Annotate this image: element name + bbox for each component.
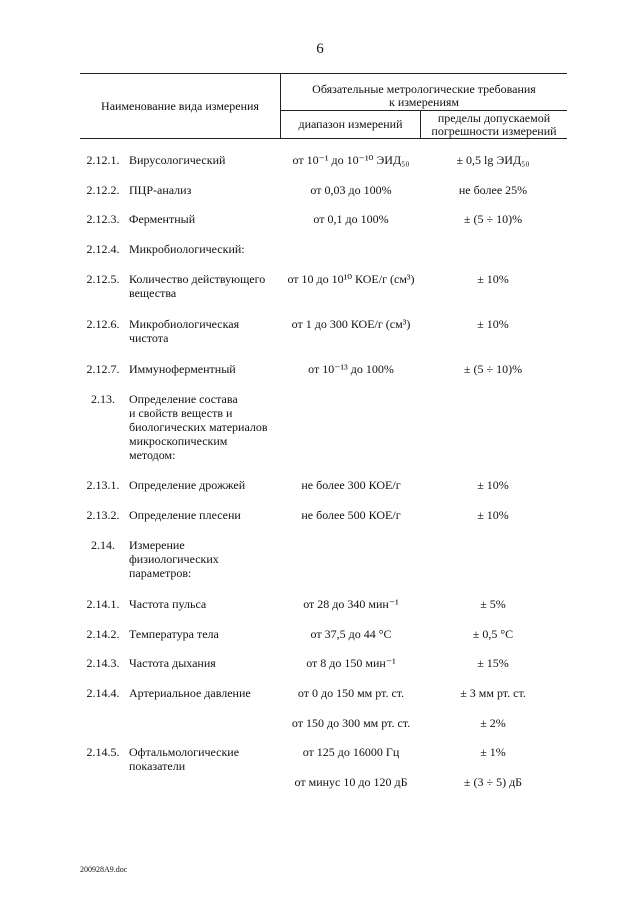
row-name: Частота дыхания [129,656,216,670]
page-number: 6 [316,41,324,57]
row-name: показатели [129,759,186,773]
row-number: 2.12.2. [86,183,120,197]
header-req-line2: к измерениям [388,95,460,109]
row-number: 2.14.5. [86,745,120,759]
row-range: не более 300 КОЕ/г [301,478,401,492]
row-error: ± 10% [477,508,509,522]
row-name: Частота пульса [129,597,207,611]
row-range: от 0 до 150 мм рт. ст. [297,686,405,700]
row-error: ± 2% [480,716,506,730]
row-name: ПЦР-анализ [129,183,192,197]
row-name: Определение плесени [129,508,241,522]
row-error: не более 25% [458,183,528,197]
row-range: от 1 до 300 КОЕ/г (см³) [291,317,411,331]
row-number: 2.13.2. [86,508,120,522]
row-number: 2.13.1. [86,478,120,492]
row-name: физиологических [129,552,219,566]
row-number: 2.14.3. [86,656,120,670]
row-name: биологических материалов [129,420,268,434]
row-error: ± 15% [477,656,509,670]
row-range: от 0,1 до 100% [313,212,389,226]
header-top-rule [80,73,567,74]
row-range: от 125 до 16000 Гц [302,745,400,759]
footer-filename: 200928A9.doc [80,865,128,874]
row-name: Вирусологический [129,153,226,167]
row-range: от 10 до 10¹⁰ КОЕ/г (см³) [287,272,415,286]
row-range: от 0,03 до 100% [310,183,392,197]
row-range: от 150 до 300 мм рт. ст. [291,716,411,730]
row-range: от 10⁻¹ до 10⁻¹⁰ ЭИД₅₀ [292,153,410,167]
row-name: Количество действующего [129,272,266,286]
header-bottom-rule [80,138,567,139]
row-error: ± 0,5 lg ЭИД₅₀ [456,153,530,167]
row-range: от 8 до 150 мин⁻¹ [306,656,396,670]
row-name: Микробиологическая [129,317,240,331]
row-name: Ферментный [129,212,196,226]
row-number: 2.14.1. [86,597,120,611]
row-name: Определение дрожжей [129,478,246,492]
row-number: 2.12.5. [86,272,120,286]
row-error: ± 0,5 °С [472,627,514,641]
row-name: чистота [129,331,169,345]
row-number: 2.12.3. [86,212,120,226]
row-range: не более 500 КОЕ/г [301,508,401,522]
row-number: 2.12.6. [86,317,120,331]
row-name: параметров: [129,566,192,580]
row-range: от 10⁻¹³ до 100% [308,362,394,376]
row-name: Температура тела [129,627,219,641]
row-number: 2.14.4. [86,686,120,700]
row-number: 2.12.4. [86,242,120,256]
row-name: Определение состава [129,392,238,406]
header-error-line2: погрешности измерений [431,124,557,138]
header-name-col: Наименование вида измерения [101,99,259,113]
row-error: ± (5 ÷ 10)% [463,362,523,376]
row-error: ± 10% [477,478,509,492]
row-number: 2.14.2. [86,627,120,641]
row-range: от минус 10 до 120 дБ [294,775,408,789]
row-error: ± 1% [480,745,506,759]
row-range: от 37,5 до 44 °С [310,627,392,641]
row-number: 2.12.7. [86,362,120,376]
row-name: вещества [129,286,177,300]
row-name: Артериальное давление [129,686,251,700]
row-name: методом: [129,448,176,462]
header-range-col: диапазон измерений [298,117,403,131]
row-number: 2.14. [91,538,115,552]
row-error: ± (3 ÷ 5) дБ [463,775,523,789]
row-name: Офтальмологические [129,745,240,759]
row-error: ± 5% [480,597,506,611]
row-error: ± 3 мм рт. ст. [460,686,526,700]
row-name: микроскопическим [129,434,228,448]
row-number: 2.13. [91,392,115,406]
row-name: Измерение [129,538,185,552]
row-name: и свойств веществ и [129,406,233,420]
row-name: Иммуноферментный [129,362,236,376]
row-error: ± 10% [477,317,509,331]
header-req-line1: Обязательные метрологические требования [312,82,536,96]
header-error-line1: пределы допускаемой [437,111,551,125]
row-name: Микробиологический: [129,242,245,256]
row-error: ± (5 ÷ 10)% [463,212,523,226]
row-error: ± 10% [477,272,509,286]
row-range: от 28 до 340 мин⁻¹ [303,597,399,611]
row-number: 2.12.1. [86,153,120,167]
